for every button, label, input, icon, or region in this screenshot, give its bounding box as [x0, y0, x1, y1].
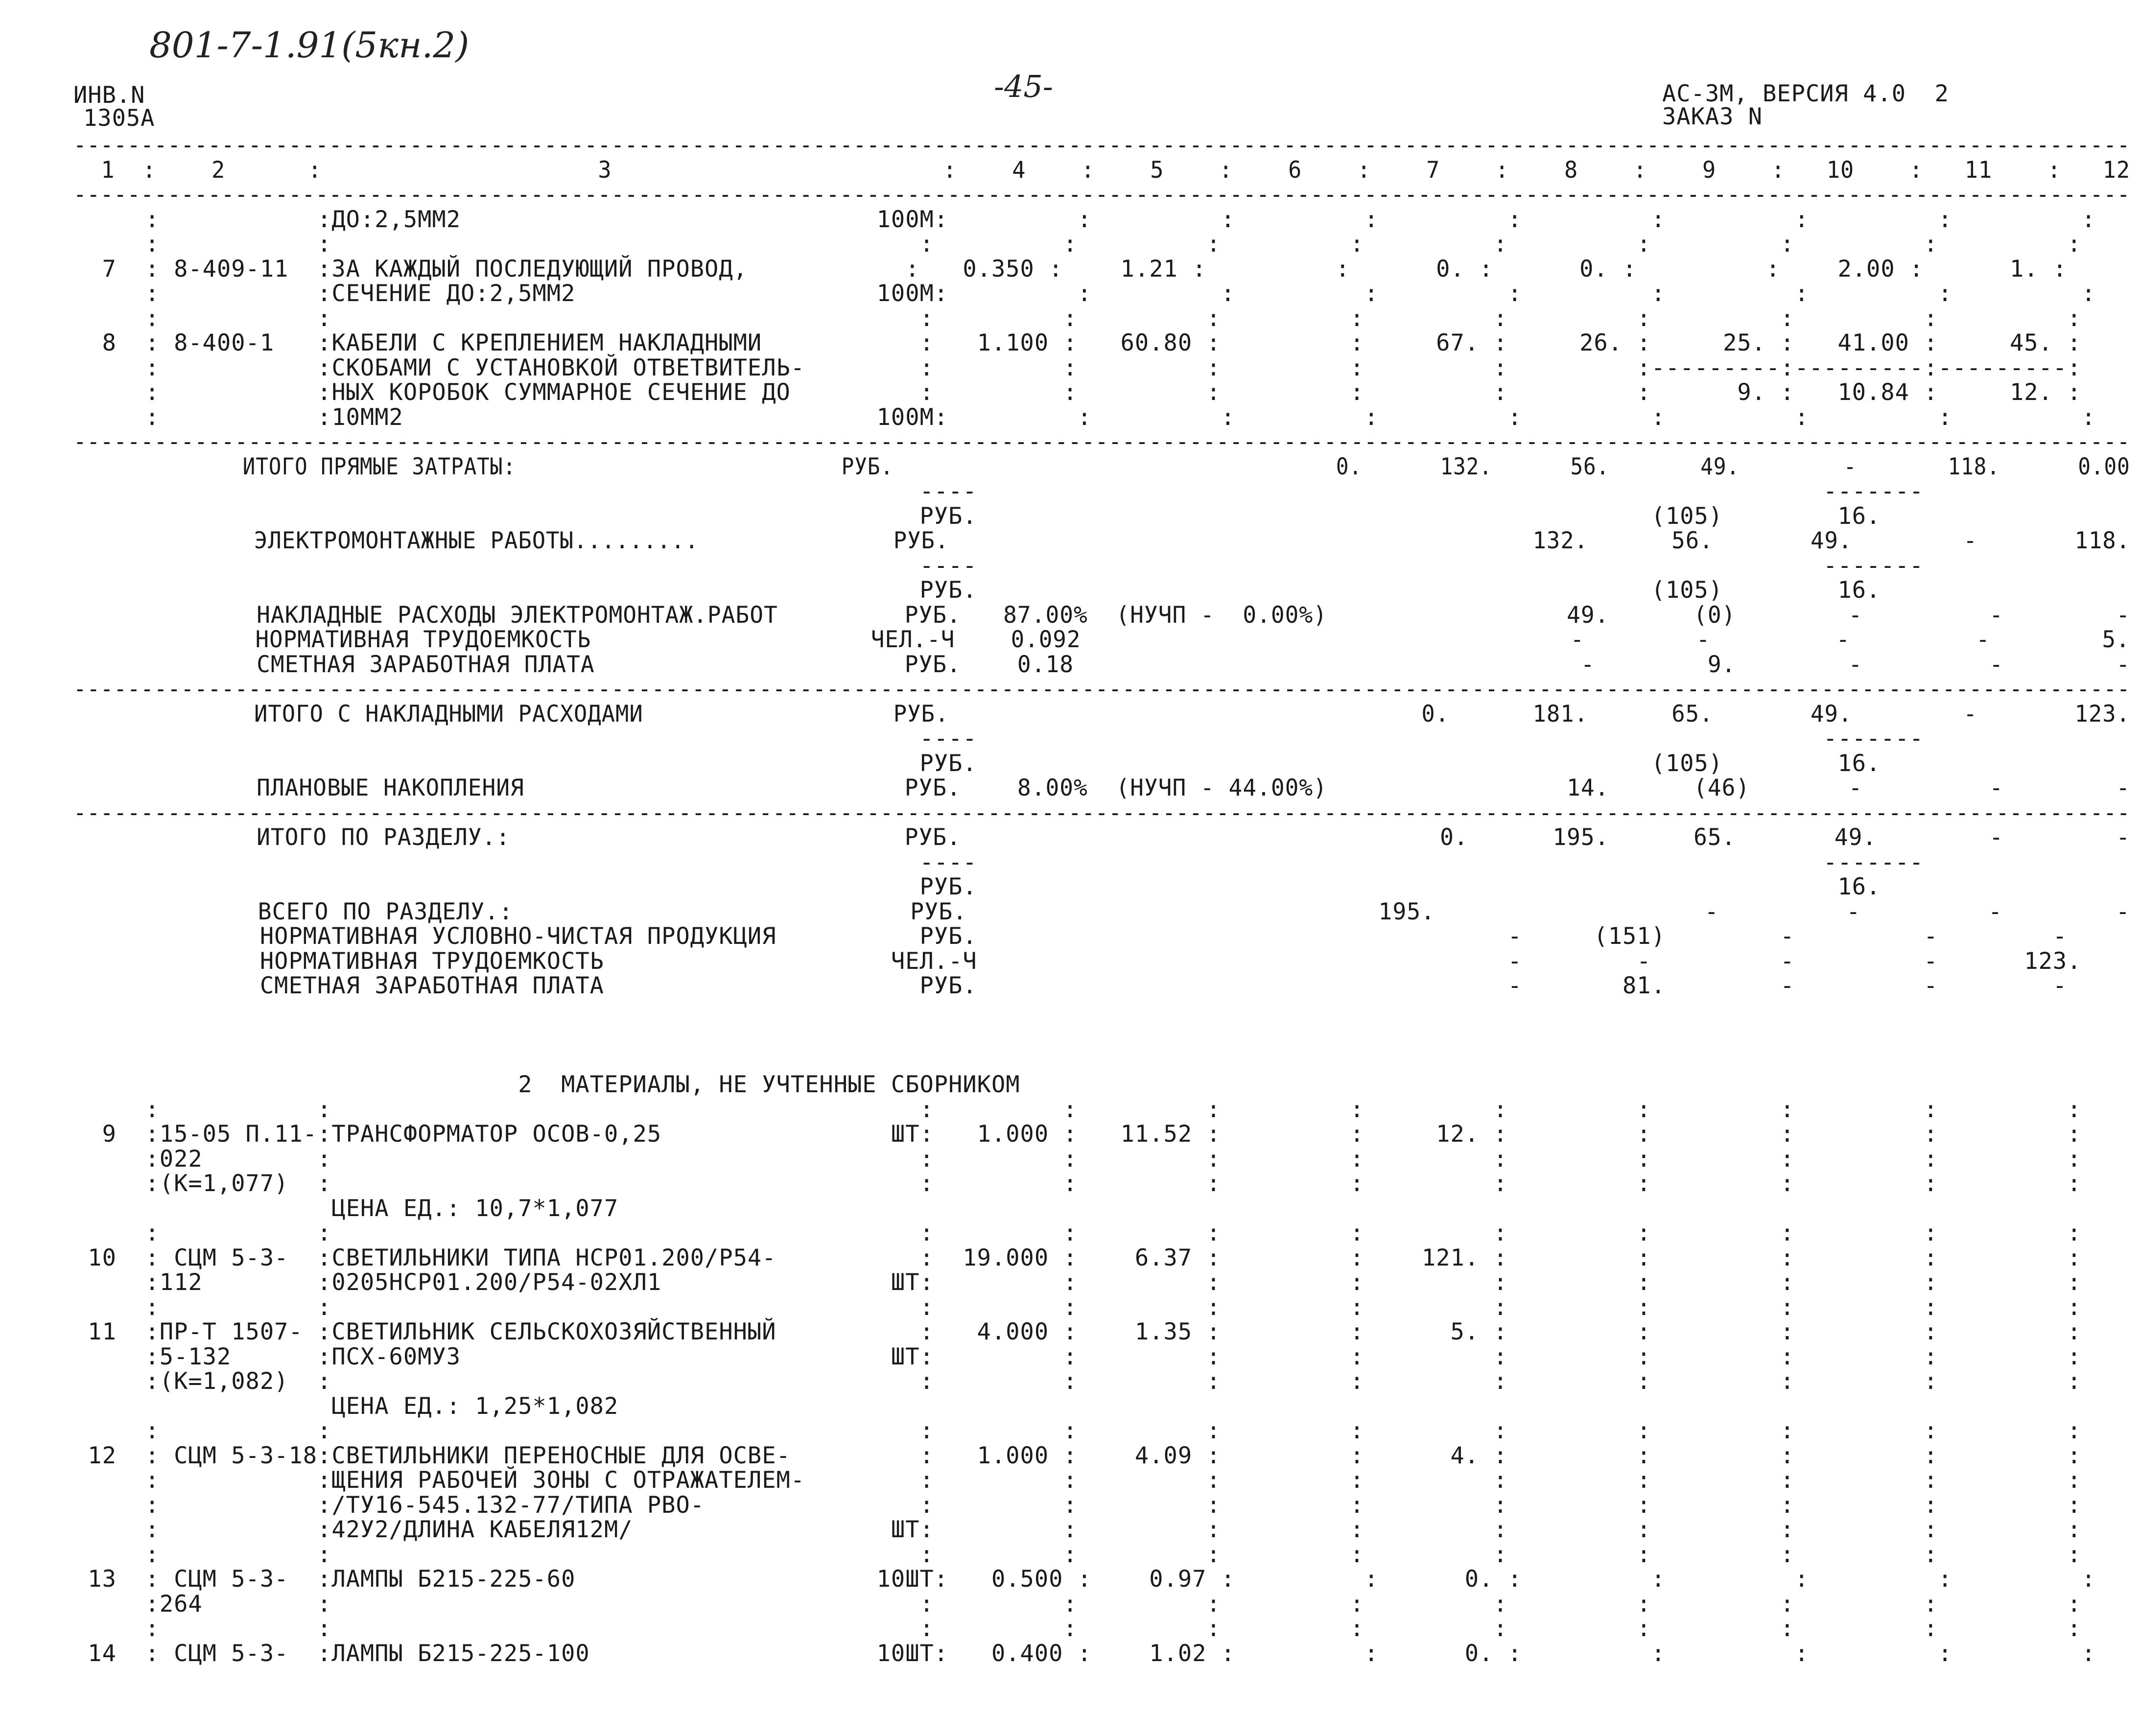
printout-line: : : : : : : : : : : : — [73, 1293, 2082, 1321]
printout-line: 11 :ПР-Т 1507- :СВЕТИЛЬНИК СЕЛЬСКОХОЗЯЙСТВЕННЫЙ : 4.000 : 1.35 : : 5. : : : : : — [73, 1318, 2082, 1345]
printout-line: : : : : : : : : : : : — [73, 1417, 2082, 1444]
handwritten-project-code: 801-7-1.91(5кн.2) — [149, 24, 470, 66]
printout-line: ПЛАНОВЫЕ НАКОПЛЕНИЯ РУБ. 8.00% (НУЧП - 44.00%) 14. (46) - - - — [73, 774, 2131, 801]
printout-line: ЦЕНА ЕД.: 10,7*1,077 — [73, 1195, 619, 1222]
printout-line: :5-132 :ПСХ-60МУЗ ШТ: : : : : : : : : — [73, 1343, 2082, 1370]
printout-line: НОРМАТИВНАЯ ТРУДОЕМКОСТЬ ЧЕЛ.-Ч 0.092 - - - - 5. — [73, 626, 2130, 653]
printout-line: НОРМАТИВНАЯ УСЛОВНО-ЧИСТАЯ ПРОДУКЦИЯ РУБ. - (151) - - - — [73, 923, 2068, 950]
printout-line: ---- ------- — [73, 478, 1924, 505]
printout-line: : :/ТУ16-545.132-77/ТИПА РВО- : : : : : : : : : — [73, 1491, 2082, 1519]
printout-line: : :ЩЕНИЯ РАБОЧЕЙ ЗОНЫ С ОТРАЖАТЕЛЕМ- : : : : : : : : : — [73, 1467, 2082, 1494]
printout-line: НАКЛАДНЫЕ РАСХОДЫ ЭЛЕКТРОМОНТАЖ.РАБОТ РУБ. 87.00% (НУЧП - 0.00%) 49. (0) - - - — [73, 601, 2131, 629]
order-number: ЗАКАЗ N — [1662, 103, 1763, 130]
inventory-label: ИНВ.N — [73, 82, 145, 109]
printout-line: 8 : 8-400-1 :КАБЕЛИ С КРЕПЛЕНИЕМ НАКЛАДНЫМИ : 1.100 : 60.80 : : 67. : 26. : 25. : 41.00 : 45. : — [73, 329, 2082, 356]
printout-line: : :НЫХ КОРОБОК СУММАРНОЕ СЕЧЕНИЕ ДО : : : : : : 9. : 10.84 : 12. : — [73, 379, 2082, 406]
printout-line: 14 : СЦМ 5-3- :ЛАМПЫ Б215-225-100 10ШТ: 0.400 : 1.02 : : 0. : : : : : — [73, 1640, 2096, 1667]
printout-line: : : : : : : : : : : : — [73, 1615, 2082, 1642]
program-version: АС-3М, ВЕРСИЯ 4.0 2 — [1662, 80, 1949, 107]
printout-line: --------------------------------------------------------------------------------------------------------------------------------------------------------- — [73, 428, 2131, 455]
printout-line: 13 : СЦМ 5-3- :ЛАМПЫ Б215-225-60 10ШТ: 0.500 : 0.97 : : 0. : : : : : — [73, 1566, 2096, 1593]
printout-line: : :СЕЧЕНИЕ ДО:2,5ММ2 100М: : : : : : : : : — [73, 280, 2096, 307]
printout-line: ВСЕГО ПО РАЗДЕЛУ.: РУБ. 195. - - - - — [73, 898, 2130, 925]
printout-line: --------------------------------------------------------------------------------------------------------------------------------------------------------- — [73, 676, 2131, 703]
printout-line: : :10ММ2 100М: : : : : : : : : — [73, 403, 2096, 431]
page-number: -45- — [994, 69, 1053, 104]
printout-line: 10 : СЦМ 5-3- :СВЕТИЛЬНИКИ ТИПА НСР01.200/Р54- : 19.000 : 6.37 : : 121. : : : : : — [73, 1244, 2082, 1271]
printout-line: :(К=1,077) : : : : : : : : : : — [73, 1170, 2082, 1197]
printout-line: : :42У2/ДЛИНА КАБЕЛЯ12М/ ШТ: : : : : : : : : — [73, 1516, 2082, 1543]
printout-line: ИТОГО ПО РАЗДЕЛУ.: РУБ. 0. 195. 65. 49. - - — [73, 824, 2131, 851]
printout-line: : : : : : : : : : : : — [73, 1096, 2082, 1123]
printout-line: ---- ------- — [73, 848, 1924, 876]
printout-line: РУБ. (105) 16. — [73, 502, 1881, 530]
printout-line: РУБ. (105) 16. — [73, 750, 1881, 777]
printout-line: : :ДО:2,5ММ2 100М: : : : : : : : : — [73, 206, 2096, 233]
printout-line: :022 : : : : : : : : : : — [73, 1145, 2082, 1173]
printout-line: :264 : : : : : : : : : : — [73, 1590, 2082, 1618]
printout-line: 7 : 8-409-11 :ЗА КАЖДЫЙ ПОСЛЕДУЮЩИЙ ПРОВОД, : 0.350 : 1.21 : : 0. : 0. : : 2.00 : 1. : — [73, 255, 2068, 282]
inventory-number: 1305А — [83, 105, 155, 132]
printout-line: ЭЛЕКТРОМОНТАЖНЫЕ РАБОТЫ......... РУБ. 132. 56. 49. - 118. — [73, 527, 2131, 554]
printout-line: 12 : СЦМ 5-3-18:СВЕТИЛЬНИКИ ПЕРЕНОСНЫЕ ДЛЯ ОСВЕ- : 1.000 : 4.09 : : 4. : : : : : — [73, 1442, 2082, 1469]
printout-line: :(К=1,082) : : : : : : : : : : — [73, 1368, 2082, 1395]
printout-line: --------------------------------------------------------------------------------------------------------------------------------------------------------- — [73, 132, 2131, 159]
printout-line: НОРМАТИВНАЯ ТРУДОЕМКОСТЬ ЧЕЛ.-Ч - - - - 123. — [73, 947, 2082, 975]
printout-line: : : : : : : : : : : : — [73, 1220, 2082, 1246]
printout-line: СМЕТНАЯ ЗАРАБОТНАЯ ПЛАТА РУБ. 0.18 - 9. - - - — [73, 651, 2131, 678]
printout-line: ИТОГО С НАКЛАДНЫМИ РАСХОДАМИ РУБ. 0. 181. 65. 49. - 123. — [73, 700, 2131, 727]
printout-line: СМЕТНАЯ ЗАРАБОТНАЯ ПЛАТА РУБ. - 81. - - - — [73, 972, 2068, 999]
printout-line: : : : : : : : : : : : — [73, 305, 2082, 332]
printout-line: --------------------------------------------------------------------------------------------------------------------------------------------------------- — [73, 181, 2131, 208]
printout-line: ---- ------- — [73, 725, 1924, 752]
printout-line: РУБ. 16. — [73, 873, 1881, 900]
printout-line: ---- ------- — [73, 552, 1924, 579]
printout-line: :112 :0205НСР01.200/Р54-02ХЛ1 ШТ: : : : : : : : : — [73, 1269, 2082, 1296]
printout-line: 9 :15-05 П.11-:ТРАНСФОРМАТОР ОСОВ-0,25 ШТ: 1.000 : 11.52 : : 12. : : : : : — [73, 1121, 2082, 1148]
printout-line: 2 МАТЕРИАЛЫ, НЕ УЧТЕННЫЕ СБОРНИКОМ — [73, 1071, 1020, 1098]
printout-line: ЦЕНА ЕД.: 1,25*1,082 — [73, 1392, 619, 1420]
printout-line: --------------------------------------------------------------------------------------------------------------------------------------------------------- — [73, 799, 2131, 826]
printout-line: ИТОГО ПРЯМЫЕ ЗАТРАТЫ: РУБ. 0. 132. 56. 49. - 118. 0.00 — [73, 453, 2130, 480]
printout-line: 1 : 2 : 3 : 4 : 5 : 6 : 7 : 8 : 9 : 10 : 11 : 12 — [73, 156, 2131, 184]
printout-line: : : : : : : : : : : : — [73, 231, 2082, 258]
printout-line: : : : : : : : : : : : — [73, 1541, 2082, 1568]
printout-line: : :СКОБАМИ С УСТАНОВКОЙ ОТВЕТВИТЕЛЬ- : : : : : :---------:---------:---------: — [73, 354, 2082, 381]
printout-line: РУБ. (105) 16. — [73, 577, 1881, 604]
